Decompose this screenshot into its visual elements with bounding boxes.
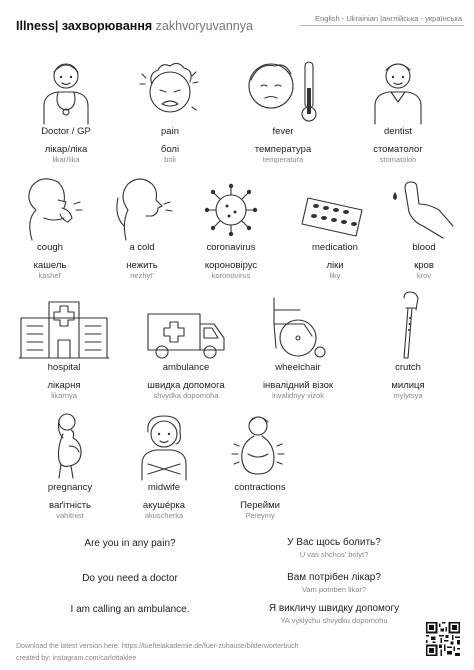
vocab-translit: nezhyt' bbox=[130, 271, 154, 280]
vocab-translit: temperatura bbox=[262, 155, 304, 164]
vocab-card-blood bbox=[374, 168, 474, 280]
header-divider bbox=[300, 25, 464, 26]
vocab-card-hospital bbox=[14, 288, 114, 400]
vocab-uk: нежить bbox=[126, 260, 158, 271]
vocab-card-pregnancy bbox=[20, 408, 120, 520]
vocab-translit: akuscherka bbox=[144, 511, 184, 520]
vocab-en: coronavirus bbox=[206, 242, 256, 253]
contractions-icon bbox=[228, 414, 292, 480]
vocab-card-pain bbox=[120, 52, 220, 164]
pain-face-icon bbox=[138, 62, 202, 124]
vocab-en: hospital bbox=[47, 362, 81, 373]
vocab-card-ambulance bbox=[136, 288, 236, 400]
ambulance-icon bbox=[144, 308, 228, 360]
vocab-en: a cold bbox=[129, 242, 155, 253]
vocab-card-midwife bbox=[114, 408, 214, 520]
vocab-en: dentist bbox=[384, 126, 412, 137]
phrase-uk: У Вас щось болить? bbox=[287, 537, 381, 548]
vocab-en: pain bbox=[161, 126, 179, 137]
hospital-icon bbox=[17, 296, 111, 360]
vocab-translit: vahitnist bbox=[56, 511, 84, 520]
virus-icon bbox=[201, 180, 261, 240]
phrase-en: I am calling an ambulance. bbox=[70, 604, 190, 615]
phrase-uk: Вам потрібен лікар? bbox=[287, 572, 381, 583]
doctor-icon bbox=[36, 58, 96, 124]
vocab-translit: kashel' bbox=[38, 271, 62, 280]
cough-icon bbox=[18, 174, 82, 240]
vocab-uk: Перейми bbox=[240, 500, 280, 511]
vocab-translit: likar/lika bbox=[52, 155, 80, 164]
phrase-en: Do you need a doctor bbox=[82, 573, 178, 584]
vocab-translit: krov bbox=[416, 271, 432, 280]
thermometer-face-icon bbox=[241, 58, 325, 124]
vocab-translit: likarnya bbox=[51, 391, 77, 400]
page-title bbox=[16, 19, 253, 33]
vocab-uk: ваґітність bbox=[49, 500, 91, 511]
language-pair: English - Ukrainian |англійська - українська bbox=[315, 14, 462, 23]
vocab-card-doctor bbox=[16, 52, 116, 164]
dentist-icon bbox=[369, 58, 427, 124]
vocab-card-dentist bbox=[348, 52, 448, 164]
vocab-en: ambulance bbox=[162, 362, 210, 373]
vocab-uk: кров bbox=[414, 260, 434, 271]
vocab-card-cough bbox=[0, 168, 100, 280]
pregnant-woman-icon bbox=[45, 410, 95, 480]
vocab-uk: лікарня bbox=[47, 380, 81, 391]
vocab-translit: Pereymy bbox=[245, 511, 275, 520]
title-main: Illness| захворювання bbox=[16, 19, 153, 33]
vocab-en: blood bbox=[412, 242, 436, 253]
phrase-en: Are you in any pain? bbox=[84, 538, 176, 549]
midwife-icon bbox=[134, 414, 194, 480]
blood-drop-finger-icon bbox=[389, 178, 459, 240]
vocab-uk: акушéрка bbox=[142, 500, 186, 511]
vocab-uk: температура bbox=[254, 144, 312, 155]
vocab-en: Doctor / GP bbox=[41, 126, 91, 137]
phrase-translit: YA vyklychu shvydku dopomohu bbox=[280, 616, 388, 625]
vocab-en: fever bbox=[272, 126, 294, 137]
vocab-card-fever bbox=[233, 52, 333, 164]
wheelchair-icon bbox=[268, 294, 328, 360]
vocab-uk: милиця bbox=[391, 380, 425, 391]
vocab-card-medication bbox=[285, 168, 385, 280]
vocab-translit: mylytsya bbox=[393, 391, 423, 400]
vocab-card-cold bbox=[92, 168, 192, 280]
vocab-uk: коронoвірус bbox=[204, 260, 258, 271]
vocab-en: crutch bbox=[395, 362, 421, 373]
footer-credit: created by: instagram.com/carlottaklee bbox=[16, 655, 137, 662]
vocab-card-wheelchair bbox=[248, 288, 348, 400]
vocab-uk: стоматолог bbox=[373, 144, 423, 155]
phrase-translit: U vas shchos' bolyt? bbox=[299, 550, 369, 559]
vocab-uk: болі bbox=[160, 144, 180, 155]
vocab-card-crutch bbox=[358, 288, 458, 400]
vocab-uk: ліки bbox=[326, 260, 344, 271]
vocab-en: contractions bbox=[234, 482, 286, 493]
vocab-en: midwife bbox=[147, 482, 181, 493]
vocab-uk: інвалідний візок bbox=[262, 380, 334, 391]
crutch-icon bbox=[388, 290, 428, 360]
title-transliteration: zakhvoryuvannya bbox=[155, 19, 253, 33]
vocab-en: wheelchair bbox=[275, 362, 321, 373]
vocab-translit: liky bbox=[329, 271, 341, 280]
phrase-uk: Я викличу швидку допомогу bbox=[268, 603, 400, 614]
vocab-translit: boli bbox=[164, 155, 176, 164]
vocab-translit: koronovirus bbox=[211, 271, 251, 280]
vocab-en: cough bbox=[37, 242, 63, 253]
phrase-translit: Vam potriben likar? bbox=[301, 585, 367, 594]
vocab-en: medication bbox=[312, 242, 358, 253]
vocab-uk: швидка допомога bbox=[147, 380, 225, 391]
vocab-translit: stomatoloh bbox=[379, 155, 417, 164]
pill-blister-icon bbox=[302, 190, 368, 240]
sneeze-icon bbox=[110, 174, 174, 240]
qr-code-icon[interactable] bbox=[426, 622, 460, 656]
vocab-card-coronavirus bbox=[181, 168, 281, 280]
vocab-translit: shvydka dopomoha bbox=[153, 391, 219, 400]
vocab-en: pregnancy bbox=[47, 482, 93, 493]
vocab-translit: invalidnyy vizok bbox=[271, 391, 325, 400]
footer-download-link[interactable]: Download the latest version here: https://tueftelakademie.de/fuer-zuhause/bilderworterbuch bbox=[16, 643, 299, 650]
vocab-uk: лікар/ліка bbox=[44, 144, 88, 155]
vocab-card-contractions bbox=[210, 408, 310, 520]
vocab-uk: кашель bbox=[33, 260, 67, 271]
